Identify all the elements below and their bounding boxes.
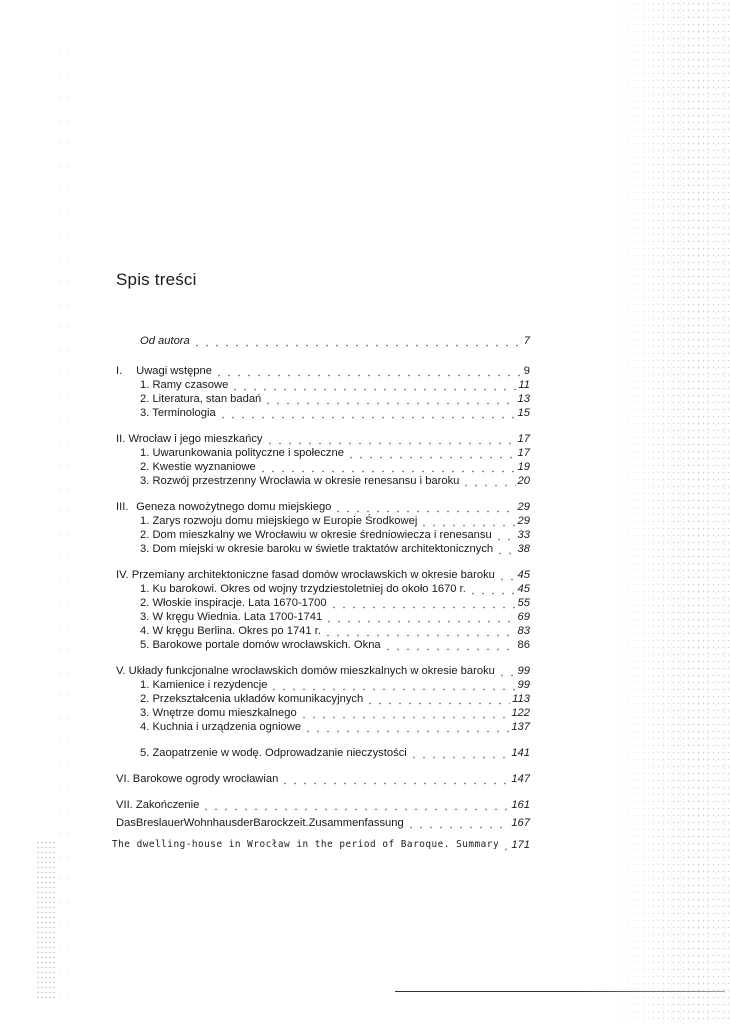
toc-label: 1. Ku barokowi. Okres od wojny trzydziestoletniej do około 1670 r. <box>140 583 466 595</box>
toc-label: Od autora <box>140 335 190 347</box>
toc-entry <box>116 514 530 528</box>
toc-page: 33 <box>517 529 530 541</box>
toc-entry <box>116 678 530 692</box>
leader-dots <box>409 746 510 760</box>
toc-page: 29 <box>517 515 530 527</box>
toc-page: 45 <box>517 569 530 581</box>
leader-dots <box>265 432 516 446</box>
toc-page: 83 <box>517 625 530 637</box>
toc-label: Układy funkcjonalne wrocławskich domów mieszkalnych w okresie baroku <box>128 665 495 677</box>
toc-chapter-1 <box>116 364 530 378</box>
toc-page: 20 <box>517 475 530 487</box>
toc-entry <box>116 528 530 542</box>
toc-entry <box>116 596 530 610</box>
leader-dots <box>230 378 516 392</box>
toc-label: 1. Ramy czasowe <box>140 379 229 391</box>
leader-dots <box>201 798 509 812</box>
toc-label: 4. Kuchnia i urządzenia ogniowe <box>140 721 302 733</box>
leader-dots <box>303 720 509 734</box>
toc-page: 15 <box>517 407 530 419</box>
toc-chapter-3 <box>116 500 530 514</box>
toc-label: DasBreslauerWohnhausderBarockzeit.Zusammenfassung <box>116 817 404 829</box>
toc-page: 141 <box>511 747 530 759</box>
toc-page: 29 <box>517 501 530 513</box>
toc-entry <box>116 460 530 474</box>
leader-dots <box>299 706 510 720</box>
toc-page: 86 <box>517 639 530 651</box>
chapter-number: VII. <box>116 799 133 811</box>
toc-label: Barokowe ogrody wrocławian <box>132 773 279 785</box>
toc-page: 38 <box>517 543 530 555</box>
leader-dots <box>214 364 522 378</box>
toc-entry <box>116 582 530 596</box>
toc-chapter-5 <box>116 664 530 678</box>
toc-page: 55 <box>517 597 530 609</box>
leader-dots <box>323 624 516 638</box>
toc-entry <box>116 720 530 734</box>
toc-label: Geneza nowożytnego domu miejskiego <box>136 501 332 513</box>
toc-page: 17 <box>517 433 530 445</box>
toc-label: 3. Dom miejski w okresie baroku w świetle traktatów architektonicznych <box>140 543 494 555</box>
leader-dots <box>218 406 516 420</box>
toc-entry <box>116 692 530 706</box>
toc-chapter-4 <box>116 568 530 582</box>
leader-dots <box>365 692 510 706</box>
leader-dots <box>280 772 509 786</box>
toc-label: 2. Literatura, stan badań <box>140 393 262 405</box>
scan-noise-left <box>58 40 68 1000</box>
toc-label: 4. W kręgu Berlina. Okres po 1741 r. <box>140 625 321 637</box>
toc-label: 3. Terminologia <box>140 407 216 419</box>
chapter-number: III. <box>116 501 129 513</box>
toc-label: 1. Zarys rozwoju domu miejskiego w Europie Środkowej <box>140 515 418 527</box>
toc-entry <box>116 746 530 760</box>
leader-dots <box>501 838 509 852</box>
toc-label: 2. Włoskie inspiracje. Lata 1670-1700 <box>140 597 327 609</box>
toc-label: Wrocław i jego mieszkańcy <box>128 433 263 445</box>
toc-label: 5. Barokowe portale domów wrocławskich. Okna <box>140 639 381 651</box>
leader-dots <box>329 596 516 610</box>
toc-page: 161 <box>511 799 530 811</box>
toc-label: 1. Uwarunkowania polityczne i społeczne <box>140 447 344 459</box>
toc-page: 171 <box>511 839 530 851</box>
toc-label: 3. Wnętrze domu mieszkalnego <box>140 707 297 719</box>
toc-entry-english-summary <box>112 838 530 852</box>
toc-page: 17 <box>517 447 530 459</box>
toc-entry <box>116 638 530 652</box>
toc-chapter-7 <box>116 798 530 812</box>
toc-label: 5. Zaopatrzenie w wodę. Odprowadzanie nieczystości <box>140 747 407 759</box>
chapter-number: VI. <box>116 773 130 785</box>
toc-entry <box>116 706 530 720</box>
toc-entry <box>116 624 530 638</box>
bottom-rule <box>395 991 725 992</box>
page-title: Spis treści <box>116 270 197 289</box>
toc-entry <box>116 542 530 556</box>
toc-page: 167 <box>511 817 530 829</box>
leader-dots <box>497 568 516 582</box>
toc-page: 11 <box>518 379 530 391</box>
toc-page: 7 <box>523 335 530 347</box>
toc-label: Zakończenie <box>135 799 200 811</box>
scan-noise-left-bottom <box>36 840 56 1000</box>
toc-entry <box>116 392 530 406</box>
table-of-contents <box>112 334 530 852</box>
leader-dots <box>263 392 515 406</box>
toc-entry-german-summary <box>116 812 530 830</box>
leader-dots <box>258 460 516 474</box>
leader-dots <box>406 816 510 830</box>
chapter-number: I. <box>116 365 123 377</box>
toc-entry-od-autora <box>116 334 530 348</box>
toc-page: 99 <box>517 679 530 691</box>
toc-label: 2. Kwestie wyznaniowe <box>140 461 256 473</box>
toc-chapter-6 <box>116 772 530 786</box>
toc-page: 99 <box>517 665 530 677</box>
toc-entry <box>116 406 530 420</box>
leader-dots <box>494 528 516 542</box>
toc-label: Uwagi wstępne <box>136 365 212 377</box>
toc-entry <box>116 378 530 392</box>
scan-noise-edge <box>611 0 731 1024</box>
toc-label: 1. Kamienice i rezydencje <box>140 679 268 691</box>
toc-page: 137 <box>511 721 530 733</box>
toc-entry <box>116 474 530 488</box>
toc-page: 147 <box>511 773 530 785</box>
leader-dots <box>497 664 516 678</box>
toc-page: 113 <box>512 693 530 705</box>
toc-page: 19 <box>517 461 530 473</box>
toc-label: 2. Przekształcenia układów komunikacyjnych <box>140 693 364 705</box>
toc-page: 9 <box>523 365 530 377</box>
toc-label: 2. Dom mieszkalny we Wrocławiu w okresie średniowiecza i renesansu <box>140 529 492 541</box>
toc-entry <box>116 610 530 624</box>
toc-label: Przemiany architektoniczne fasad domów wrocławskich w okresie baroku <box>131 569 495 581</box>
toc-entry <box>116 446 530 460</box>
leader-dots <box>495 542 515 556</box>
toc-page: 122 <box>511 707 530 719</box>
leader-dots <box>461 474 515 488</box>
toc-chapter-2 <box>116 432 530 446</box>
toc-page: 45 <box>517 583 530 595</box>
toc-page: 13 <box>517 393 530 405</box>
toc-label: 3. Rozwój przestrzenny Wrocławia w okresie renesansu i baroku <box>140 475 460 487</box>
chapter-number: V. <box>116 665 126 677</box>
toc-page: 69 <box>517 611 530 623</box>
leader-dots <box>269 678 515 692</box>
toc-label: 3. W kręgu Wiednia. Lata 1700-1741 <box>140 611 323 623</box>
toc-label: The dwelling-house in Wrocław in the period of Baroque. Summary <box>112 839 500 850</box>
chapter-number: II. <box>116 433 126 445</box>
leader-dots <box>333 500 515 514</box>
leader-dots <box>383 638 516 652</box>
leader-dots <box>346 446 516 460</box>
leader-dots <box>419 514 515 528</box>
leader-dots <box>192 334 522 348</box>
chapter-number: IV. <box>116 569 129 581</box>
leader-dots <box>468 582 516 596</box>
leader-dots <box>324 610 515 624</box>
